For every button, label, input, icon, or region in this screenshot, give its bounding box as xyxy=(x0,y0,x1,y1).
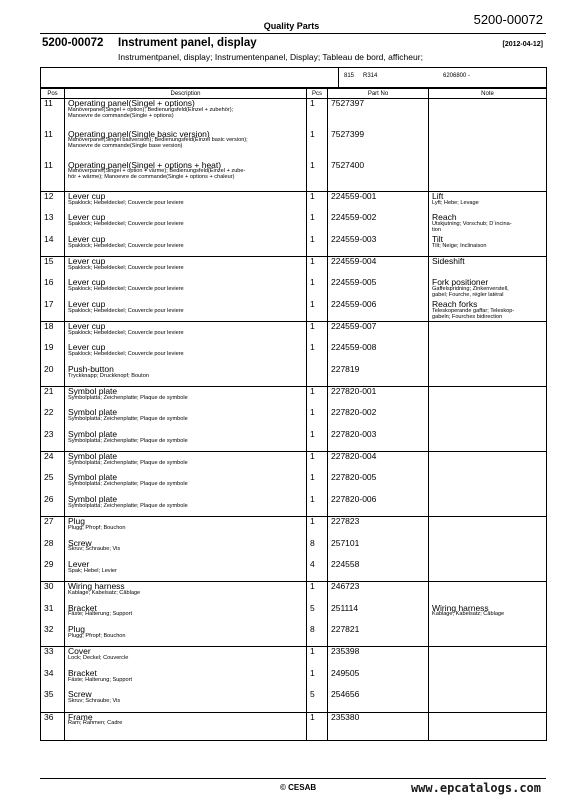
description-translation: Spaklock; Hebeldeckel; Couvercle pour leviere xyxy=(68,307,184,314)
part-number-cell: 235398 xyxy=(328,647,429,669)
part-number-cell: 254656 xyxy=(328,690,429,712)
pos-cell: 23 xyxy=(41,430,65,452)
description-cell xyxy=(65,130,307,161)
note-translation: Tilt; Neige; Inclinaison xyxy=(432,242,487,249)
part-number-cell: 235380 xyxy=(328,712,429,740)
col-note-header: Note xyxy=(429,89,547,99)
description-name: Wiring harness xyxy=(68,581,125,592)
table-row xyxy=(41,99,547,130)
description-cell xyxy=(65,604,307,626)
description-translation: Ram; Rahmen; Cadre xyxy=(68,720,123,727)
description-cell xyxy=(65,517,307,539)
description-translation: Manoevre de commande(Single + options) xyxy=(68,112,174,119)
note-translation: Lyft; Hebe; Levage xyxy=(432,199,479,206)
pos-cell: 17 xyxy=(41,300,65,322)
description-translation: Spaklock; Hebeldeckel; Couvercle pour leviere xyxy=(68,351,184,358)
pcs-cell: 1 xyxy=(307,495,328,517)
pos-cell: 29 xyxy=(41,560,65,582)
description-translation: Skruv; Schraube; Vis xyxy=(68,698,121,705)
table-row xyxy=(41,408,547,430)
description-cell xyxy=(65,452,307,474)
description-cell xyxy=(65,560,307,582)
pos-cell: 30 xyxy=(41,582,65,604)
col-part-header: Part No xyxy=(328,89,429,99)
note-cell xyxy=(429,473,547,495)
table-row xyxy=(41,517,547,539)
description-cell xyxy=(65,343,307,365)
section-code: 5200-00072 xyxy=(42,37,104,49)
pos-cell: 11 xyxy=(41,161,65,192)
pos-cell: 11 xyxy=(41,130,65,161)
brand-logo: © CESAB xyxy=(280,783,317,792)
description-name: Symbol plate xyxy=(68,472,118,483)
description-name: Symbol plate xyxy=(68,386,118,397)
description-cell xyxy=(65,690,307,712)
table-row xyxy=(41,365,547,387)
pcs-cell: 1 xyxy=(307,430,328,452)
description-translation: Manöverpanel(Singel + option); Bedienungsfeld(Einzel + zubehör); xyxy=(68,106,234,113)
description-name: Lever cup xyxy=(68,256,106,267)
part-number-cell: 224559-002 xyxy=(328,213,429,235)
note-cell xyxy=(429,257,547,279)
part-number-cell: 224558 xyxy=(328,560,429,582)
pcs-cell: 1 xyxy=(307,322,328,344)
description-name: Screw xyxy=(68,689,92,700)
pos-cell: 15 xyxy=(41,257,65,279)
table-row xyxy=(41,539,547,561)
table-row xyxy=(41,192,547,214)
note-cell xyxy=(429,235,547,257)
description-name: Symbol plate xyxy=(68,494,118,505)
note-cell xyxy=(429,322,547,344)
description-translation: Fäste; Halterung; Support xyxy=(68,611,133,618)
note-translation: gabeln; Fourches bidirection xyxy=(432,313,503,320)
ref-type: R314 xyxy=(363,73,378,79)
table-row xyxy=(41,300,547,322)
note-cell xyxy=(429,161,547,192)
table-row xyxy=(41,278,547,300)
description-name: Cover xyxy=(68,646,91,657)
part-number-cell: 7527400 xyxy=(328,161,429,192)
description-translation: Manöverpanel(Singel basversion); Bedienungsfeld(Einzel basic version); xyxy=(68,137,248,144)
reference-box xyxy=(40,67,547,88)
table-row xyxy=(41,647,547,669)
header-divider xyxy=(40,33,546,34)
description-translation: hör + wärme); Manoevre de commande(Single + options + chaleur) xyxy=(68,174,235,181)
table-row xyxy=(41,213,547,235)
note-cell xyxy=(429,213,547,235)
pcs-cell: 1 xyxy=(307,452,328,474)
part-number-cell: 7527399 xyxy=(328,130,429,161)
pos-cell: 26 xyxy=(41,495,65,517)
description-translation: Skruv; Schraube; Vis xyxy=(68,546,121,553)
note-cell xyxy=(429,582,547,604)
pos-cell: 32 xyxy=(41,625,65,647)
parts-table xyxy=(40,88,547,741)
pos-cell: 35 xyxy=(41,690,65,712)
description-translation: Tryckknapp; Druckknopf; Bouton xyxy=(68,372,149,379)
description-name: Plug xyxy=(68,624,86,635)
pos-cell: 25 xyxy=(41,473,65,495)
pos-cell: 18 xyxy=(41,322,65,344)
part-number-cell: 224559-007 xyxy=(328,322,429,344)
pcs-cell: 1 xyxy=(307,192,328,214)
note-name: Tilt xyxy=(432,233,444,244)
section-date: [2012-04-12] xyxy=(502,41,543,48)
description-name: Bracket xyxy=(68,667,97,678)
pos-cell: 33 xyxy=(41,647,65,669)
description-cell xyxy=(65,647,307,669)
pcs-cell: 1 xyxy=(307,130,328,161)
description-cell xyxy=(65,669,307,691)
table-row xyxy=(41,690,547,712)
pos-cell: 14 xyxy=(41,235,65,257)
description-translation: Symbolplatta; Zeichenplatte; Plaque de symbole xyxy=(68,416,188,423)
part-number-cell: 7527397 xyxy=(328,99,429,130)
pos-cell: 36 xyxy=(41,712,65,740)
part-number-cell: 227820-004 xyxy=(328,452,429,474)
note-cell xyxy=(429,300,547,322)
pcs-cell: 1 xyxy=(307,161,328,192)
description-cell xyxy=(65,365,307,387)
description-translation: Spak; Hebel; Levier xyxy=(68,568,117,575)
col-pos-header: Pos xyxy=(41,89,65,99)
note-cell xyxy=(429,365,547,387)
note-cell xyxy=(429,430,547,452)
description-name: Lever cup xyxy=(68,191,106,201)
description-translation: Symbolplatta; Zeichenplatte; Plaque de symbole xyxy=(68,481,188,488)
ref-serial: 6206800 - xyxy=(443,73,471,79)
description-name: Symbol plate xyxy=(68,429,118,440)
note-cell xyxy=(429,604,547,626)
pcs-cell: 1 xyxy=(307,99,328,130)
note-cell xyxy=(429,495,547,517)
note-cell xyxy=(429,99,547,130)
note-cell xyxy=(429,539,547,561)
pcs-cell: 1 xyxy=(307,387,328,409)
note-cell xyxy=(429,343,547,365)
note-cell xyxy=(429,130,547,161)
description-name: Operating panel(Singel + options + heat) xyxy=(68,159,222,170)
note-cell xyxy=(429,669,547,691)
ref-model: 815 xyxy=(344,73,355,79)
pos-cell: 24 xyxy=(41,452,65,474)
description-translation: Manöverpanel(Singel + option + värme); Bedienungsfeld(Einzel + zube- xyxy=(68,168,246,175)
note-cell xyxy=(429,452,547,474)
description-translation: Spaklock; Hebeldeckel; Couvercle pour leviere xyxy=(68,264,184,271)
table-row xyxy=(41,235,547,257)
description-translation: Symbolplatta; Zeichenplatte; Plaque de symbole xyxy=(68,395,188,402)
description-name: Lever xyxy=(68,559,90,570)
table-row xyxy=(41,430,547,452)
section-subtitle: Instrumentpanel, display; Instrumentenpanel, Display; Tableau de bord, afficheur; xyxy=(118,52,423,62)
pcs-cell: 1 xyxy=(307,647,328,669)
description-cell xyxy=(65,430,307,452)
table-row xyxy=(41,343,547,365)
description-name: Lever cup xyxy=(68,298,106,309)
page-header-code: 5200-00072 xyxy=(473,12,543,27)
table-row xyxy=(41,604,547,626)
pos-cell: 22 xyxy=(41,408,65,430)
part-number-cell: 227820-001 xyxy=(328,387,429,409)
part-number-cell: 224559-003 xyxy=(328,235,429,257)
pcs-cell: 1 xyxy=(307,517,328,539)
note-cell xyxy=(429,408,547,430)
pcs-cell: 1 xyxy=(307,300,328,322)
description-translation: Manoevre de commande(Single base version) xyxy=(68,143,183,150)
description-cell xyxy=(65,213,307,235)
description-name: Plug xyxy=(68,516,86,527)
pos-cell: 34 xyxy=(41,669,65,691)
description-cell xyxy=(65,387,307,409)
pcs-cell xyxy=(307,365,328,387)
description-translation: Spaklock; Hebeldeckel; Couvercle pour leviere xyxy=(68,221,184,228)
part-number-cell: 224559-006 xyxy=(328,300,429,322)
pos-cell: 21 xyxy=(41,387,65,409)
footer-divider xyxy=(40,778,546,779)
table-row xyxy=(41,130,547,161)
part-number-cell: 227820-006 xyxy=(328,495,429,517)
table-row xyxy=(41,712,547,740)
description-name: Bracket xyxy=(68,602,97,613)
part-number-cell: 227819 xyxy=(328,365,429,387)
description-translation: Spaklock; Hebeldeckel; Couvercle pour leviere xyxy=(68,199,184,206)
description-translation: Symbolplatta; Zeichenplatte; Plaque de symbole xyxy=(68,460,188,467)
description-cell xyxy=(65,322,307,344)
description-name: Lever cup xyxy=(68,212,106,223)
pcs-cell: 1 xyxy=(307,213,328,235)
part-number-cell: 227820-002 xyxy=(328,408,429,430)
website-watermark: www.epcatalogs.com xyxy=(410,781,541,795)
part-number-cell: 227823 xyxy=(328,517,429,539)
description-name: Lever cup xyxy=(68,342,106,353)
note-name: Reach forks xyxy=(432,298,478,309)
parts-table-header xyxy=(41,89,547,99)
part-number-cell: 224559-001 xyxy=(328,192,429,214)
table-row xyxy=(41,452,547,474)
pos-cell: 13 xyxy=(41,213,65,235)
table-row xyxy=(41,473,547,495)
table-row xyxy=(41,625,547,647)
pos-cell: 12 xyxy=(41,192,65,214)
description-name: Symbol plate xyxy=(68,451,118,462)
table-row xyxy=(41,387,547,409)
pcs-cell: 1 xyxy=(307,408,328,430)
part-number-cell: 257101 xyxy=(328,539,429,561)
pos-cell: 19 xyxy=(41,343,65,365)
description-cell xyxy=(65,408,307,430)
pcs-cell: 1 xyxy=(307,278,328,300)
note-cell xyxy=(429,560,547,582)
description-cell xyxy=(65,473,307,495)
description-translation: Lock; Deckel; Couvercle xyxy=(68,655,129,662)
description-cell xyxy=(65,300,307,322)
description-name: Frame xyxy=(68,711,93,722)
note-name: Reach xyxy=(432,212,457,223)
description-cell xyxy=(65,99,307,130)
description-cell xyxy=(65,257,307,279)
table-row xyxy=(41,322,547,344)
description-translation: Symbolplatta; Zeichenplatte; Plaque de symbole xyxy=(68,437,188,444)
description-cell xyxy=(65,582,307,604)
note-cell xyxy=(429,517,547,539)
note-name: Sideshift xyxy=(432,256,465,267)
pos-cell: 31 xyxy=(41,604,65,626)
description-name: Screw xyxy=(68,537,92,548)
table-row xyxy=(41,560,547,582)
pcs-cell: 4 xyxy=(307,560,328,582)
part-number-cell: 227820-005 xyxy=(328,473,429,495)
description-translation: Spaklock; Hebeldeckel; Couvercle pour leviere xyxy=(68,242,184,249)
description-cell xyxy=(65,235,307,257)
note-cell xyxy=(429,625,547,647)
col-description-header: Description xyxy=(65,89,307,99)
part-number-cell: 224559-004 xyxy=(328,257,429,279)
note-translation: Kablage; Kabelsatz; Câblage xyxy=(432,611,505,618)
description-name: Operating panel(Single basic version) xyxy=(68,128,210,139)
note-cell xyxy=(429,647,547,669)
pcs-cell: 1 xyxy=(307,257,328,279)
pos-cell: 27 xyxy=(41,517,65,539)
description-cell xyxy=(65,192,307,214)
description-cell xyxy=(65,625,307,647)
pcs-cell: 1 xyxy=(307,669,328,691)
note-name: Lift xyxy=(432,191,444,201)
description-translation: Spaklock; Hebeldeckel; Couvercle pour leviere xyxy=(68,286,184,293)
description-name: Operating panel(Singel + options) xyxy=(68,98,195,108)
note-translation: Teleskoperande gaffar; Teleskop- xyxy=(432,307,515,314)
note-cell xyxy=(429,387,547,409)
note-cell xyxy=(429,192,547,214)
pcs-cell: 8 xyxy=(307,625,328,647)
note-translation: Utskjutning; Vorschub; D´incina- xyxy=(432,221,512,228)
description-cell xyxy=(65,712,307,740)
description-name: Symbol plate xyxy=(68,407,118,418)
note-translation: gabel; Fourche, régler latéral xyxy=(432,292,504,299)
pcs-cell: 5 xyxy=(307,690,328,712)
pos-cell: 16 xyxy=(41,278,65,300)
description-cell xyxy=(65,495,307,517)
description-translation: Spaklock; Hebeldeckel; Couvercle pour leviere xyxy=(68,330,184,337)
note-name: Wiring harness xyxy=(432,602,489,613)
section-title: Instrument panel, display xyxy=(118,37,257,49)
note-cell xyxy=(429,690,547,712)
pcs-cell: 5 xyxy=(307,604,328,626)
description-translation: Fäste; Halterung; Support xyxy=(68,676,133,683)
note-cell xyxy=(429,712,547,740)
part-number-cell: 224559-008 xyxy=(328,343,429,365)
reference-values xyxy=(338,68,547,87)
pcs-cell: 1 xyxy=(307,343,328,365)
pcs-cell: 8 xyxy=(307,539,328,561)
note-cell xyxy=(429,278,547,300)
note-translation: tion xyxy=(432,226,442,233)
description-translation: Kablage; Kabelsatz; Câblage xyxy=(68,590,141,597)
description-name: Lever cup xyxy=(68,277,106,288)
pcs-cell: 1 xyxy=(307,582,328,604)
part-number-cell: 227820-003 xyxy=(328,430,429,452)
table-row xyxy=(41,161,547,192)
pos-cell: 20 xyxy=(41,365,65,387)
pcs-cell: 1 xyxy=(307,712,328,740)
table-row xyxy=(41,669,547,691)
part-number-cell: 251114 xyxy=(328,604,429,626)
note-name: Fork positioner xyxy=(432,277,489,288)
pcs-cell: 1 xyxy=(307,235,328,257)
col-pcs-header: Pcs xyxy=(307,89,328,99)
description-cell xyxy=(65,278,307,300)
note-translation: Gaffelspridning; Zinkenverstell, xyxy=(432,286,509,293)
pos-cell: 11 xyxy=(41,99,65,130)
page-header-title: Quality Parts xyxy=(263,21,320,31)
part-number-cell: 224559-005 xyxy=(328,278,429,300)
description-translation: Symbolplatta; Zeichenplatte; Plaque de symbole xyxy=(68,503,188,510)
pcs-cell: 1 xyxy=(307,473,328,495)
description-translation: Plugg; Pfropf; Bouchon xyxy=(68,525,126,532)
description-cell xyxy=(65,161,307,192)
description-name: Push-button xyxy=(68,364,114,374)
part-number-cell: 227821 xyxy=(328,625,429,647)
table-row xyxy=(41,582,547,604)
part-number-cell: 246723 xyxy=(328,582,429,604)
table-row xyxy=(41,257,547,279)
description-cell xyxy=(65,539,307,561)
description-name: Lever cup xyxy=(68,233,106,244)
pos-cell: 28 xyxy=(41,539,65,561)
part-number-cell: 249505 xyxy=(328,669,429,691)
description-name: Lever cup xyxy=(68,321,106,332)
table-row xyxy=(41,495,547,517)
description-translation: Plugg; Pfropf; Bouchon xyxy=(68,633,126,640)
